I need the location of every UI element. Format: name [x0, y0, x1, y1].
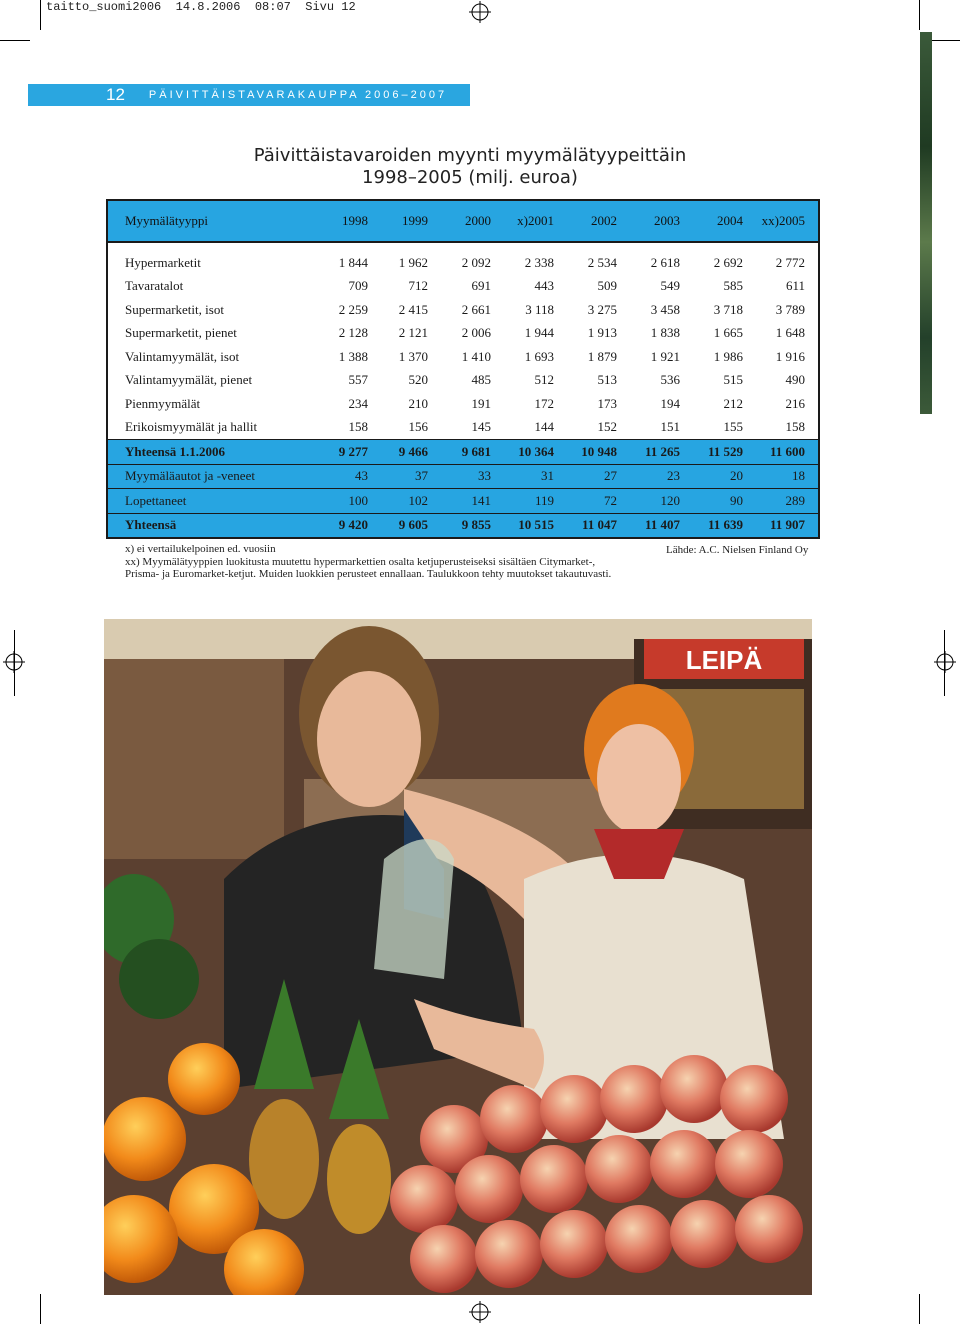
table-cell: 9 605: [398, 517, 428, 533]
table-cell: 11 407: [644, 517, 680, 533]
crop-mark: [919, 0, 920, 30]
table-cell: 2 661: [461, 301, 491, 317]
table-cell: 1 838: [650, 325, 680, 341]
table-cell: Yhteensä: [125, 517, 177, 533]
table-cell: 1 879: [587, 348, 617, 364]
table-cell: 1 388: [338, 348, 368, 364]
column-header: Myymälätyyppi: [125, 213, 209, 228]
sales-table: [106, 199, 820, 539]
table-cell: 72: [604, 492, 617, 508]
table-cell: 145: [471, 419, 491, 435]
table-cell: 1 986: [713, 348, 743, 364]
table-cell: 31: [541, 468, 554, 484]
table-header-row: [108, 201, 818, 243]
row-label: Valintamyymälät, pienet: [125, 372, 253, 388]
table-cell: 1 370: [398, 348, 428, 364]
table-cell: 11 639: [707, 517, 743, 533]
slug-file: taitto_suomi2006: [46, 0, 162, 14]
table-cell: 2 006: [461, 325, 491, 341]
table-title: [200, 145, 740, 189]
column-header: 2000: [465, 213, 491, 228]
table-cell: 3 458: [650, 301, 680, 317]
table-cell: 102: [408, 492, 428, 508]
table-footnotes: [125, 543, 665, 581]
row-label: Tavaratalot: [125, 278, 184, 294]
table-title-line2: 1998–2005 (milj. euroa): [362, 167, 578, 188]
slug-time: 08:07: [254, 0, 291, 14]
table-cell: 490: [785, 372, 805, 388]
table-cell: 11 047: [581, 517, 617, 533]
table-cell: 2 772: [775, 254, 805, 270]
table-cell: 144: [534, 419, 554, 435]
table-cell: 37: [415, 468, 428, 484]
table-cell: 1 693: [524, 348, 554, 364]
table-cell: 27: [604, 468, 617, 484]
registration-mark-icon: [3, 651, 25, 673]
table-cell: 1 844: [338, 254, 368, 270]
table-cell: 520: [408, 372, 428, 388]
table-cell: 10 364: [518, 443, 554, 459]
mobile-stores-row: [108, 465, 818, 490]
table-cell: 156: [408, 419, 428, 435]
table-cell: 100: [348, 492, 368, 508]
column-header: 2003: [654, 213, 680, 228]
table-body: [108, 251, 818, 439]
table-cell: 33: [478, 468, 491, 484]
table-cell: 1 410: [461, 348, 491, 364]
table-cell: 2 415: [398, 301, 428, 317]
crop-mark: [40, 0, 41, 30]
table-cell: 2 618: [650, 254, 680, 270]
photo-illustration: [104, 619, 812, 1295]
table-cell: 549: [660, 278, 680, 294]
table-cell: 9 466: [398, 443, 428, 459]
row-label: Valintamyymälät, isot: [125, 348, 240, 364]
row-label: Supermarketit, pienet: [125, 325, 237, 341]
row-label: Pienmyymälät: [125, 395, 201, 411]
table-cell: 691: [471, 278, 491, 294]
print-slug: [46, 0, 356, 14]
table-row: [108, 392, 818, 416]
slug-date: 14.8.2006: [175, 0, 241, 14]
crop-mark: [930, 40, 960, 41]
table-cell: 11 907: [769, 517, 805, 533]
table-cell: 512: [534, 372, 554, 388]
row-label: Hypermarketit: [125, 254, 201, 270]
row-label: Erikoismyymälät ja hallit: [125, 419, 258, 435]
table-row: [108, 298, 818, 322]
table-cell: 152: [597, 419, 617, 435]
table-cell: 90: [730, 492, 743, 508]
table-cell: 119: [534, 492, 554, 508]
table-cell: 11 600: [769, 443, 805, 459]
table-cell: 194: [660, 395, 680, 411]
table-row: [108, 275, 818, 299]
registration-mark-icon: [469, 1301, 491, 1323]
table-cell: 515: [723, 372, 743, 388]
table-cell: 11 265: [644, 443, 680, 459]
table-cell: 709: [348, 278, 368, 294]
shoppers-photo: [104, 619, 812, 1295]
table-cell: 120: [660, 492, 680, 508]
table-cell: 151: [660, 419, 680, 435]
table-spacer: [108, 243, 818, 251]
table-cell: 536: [660, 372, 680, 388]
slug-page: Sivu 12: [305, 0, 356, 14]
table-cell: 191: [471, 395, 491, 411]
table-cell: Yhteensä 1.1.2006: [125, 443, 226, 459]
table-cell: 1 913: [587, 325, 617, 341]
table-cell: 1 665: [713, 325, 743, 341]
table-title-line1: Päivittäistavaroiden myynti myymälätyypeittäin: [253, 145, 687, 166]
table-cell: 23: [667, 468, 680, 484]
store-sign-text: LEIPÄ: [685, 645, 763, 675]
closed-stores-row: [108, 489, 818, 514]
registration-mark-icon: [934, 651, 956, 673]
table-cell: 585: [723, 278, 743, 294]
table-cell: 18: [792, 468, 805, 484]
table-cell: 509: [597, 278, 617, 294]
table-row: [108, 345, 818, 369]
table-cell: 216: [785, 395, 805, 411]
crop-mark: [919, 1294, 920, 1324]
table-cell: 20: [730, 468, 743, 484]
table-row: [108, 251, 818, 275]
footnote: Prisma- ja Euromarket-ketjut. Muiden luokkien perusteet ennallaan. Taulukkoon tehty muutokset takautuvasti.: [125, 568, 612, 580]
table-cell: 2 092: [461, 254, 491, 270]
table-cell: Lopettaneet: [125, 492, 187, 508]
table-cell: 712: [408, 278, 428, 294]
source-credit: Lähde: A.C. Nielsen Finland Oy: [666, 544, 809, 556]
table-cell: 1 944: [524, 325, 554, 341]
row-label: Supermarketit, isot: [125, 301, 224, 317]
table-cell: 3 718: [713, 301, 743, 317]
table-cell: 557: [348, 372, 368, 388]
table-cell: 3 275: [587, 301, 617, 317]
column-header: 1999: [402, 213, 428, 228]
table-cell: 173: [597, 395, 617, 411]
table-cell: 11 529: [707, 443, 743, 459]
table-cell: 9 681: [461, 443, 491, 459]
table-cell: 3 118: [525, 301, 554, 317]
table-cell: 10 948: [581, 443, 617, 459]
subtotal-row: [108, 439, 818, 465]
crop-mark: [0, 40, 30, 41]
table-cell: Myymäläautot ja -veneet: [125, 468, 255, 484]
column-header: 2002: [591, 213, 617, 228]
crop-mark: [40, 1294, 41, 1324]
table-cell: 9 277: [338, 443, 368, 459]
footnote: xx) Myymälätyyppien luokitusta muutettu hypermarkettien osalta ketjuperusteiseksi sisältäen Citymarket-,: [125, 555, 596, 568]
table-row: [108, 369, 818, 393]
table-cell: 2 121: [398, 325, 428, 341]
table-row: [108, 322, 818, 346]
table-cell: 43: [355, 468, 368, 484]
table-cell: 1 648: [775, 325, 805, 341]
table-cell: 1 916: [775, 348, 805, 364]
table-cell: 9 420: [338, 517, 368, 533]
table-cell: 513: [597, 372, 617, 388]
grand-total-row: [108, 514, 818, 538]
table-cell: 172: [534, 395, 554, 411]
table-cell: 9 855: [461, 517, 491, 533]
table-row: [108, 416, 818, 440]
table-cell: 234: [348, 395, 368, 411]
table-cell: 212: [723, 395, 743, 411]
column-header: xx)2005: [761, 213, 805, 228]
table-cell: 2 259: [338, 301, 368, 317]
section-header-bar: [28, 84, 470, 106]
table-cell: 485: [471, 372, 491, 388]
column-header: 1998: [342, 213, 368, 228]
table-cell: 158: [348, 419, 368, 435]
table-cell: 2 534: [587, 254, 617, 270]
section-title: PÄIVITTÄISTAVARAKAUPPA 2006–2007: [148, 89, 448, 101]
table-cell: 155: [723, 419, 743, 435]
registration-mark-icon: [469, 1, 491, 23]
table-cell: 2 338: [524, 254, 554, 270]
table-cell: 443: [534, 278, 554, 294]
column-header: x)2001: [517, 213, 554, 228]
side-photo-strip: [920, 32, 932, 414]
table-cell: 1 962: [398, 254, 428, 270]
table-cell: 2 692: [713, 254, 743, 270]
table-cell: 289: [785, 492, 805, 508]
footnote: x) ei vertailukelpoinen ed. vuosiin: [125, 543, 276, 555]
page-number: 12: [106, 85, 125, 104]
table-cell: 10 515: [518, 517, 554, 533]
table-cell: 141: [471, 492, 491, 508]
table-cell: 1 921: [650, 348, 680, 364]
table-cell: 210: [408, 395, 428, 411]
table-cell: 2 128: [338, 325, 368, 341]
table-cell: 158: [785, 419, 805, 435]
table-cell: 611: [785, 278, 805, 294]
column-header: 2004: [717, 213, 743, 228]
table-cell: 3 789: [775, 301, 805, 317]
